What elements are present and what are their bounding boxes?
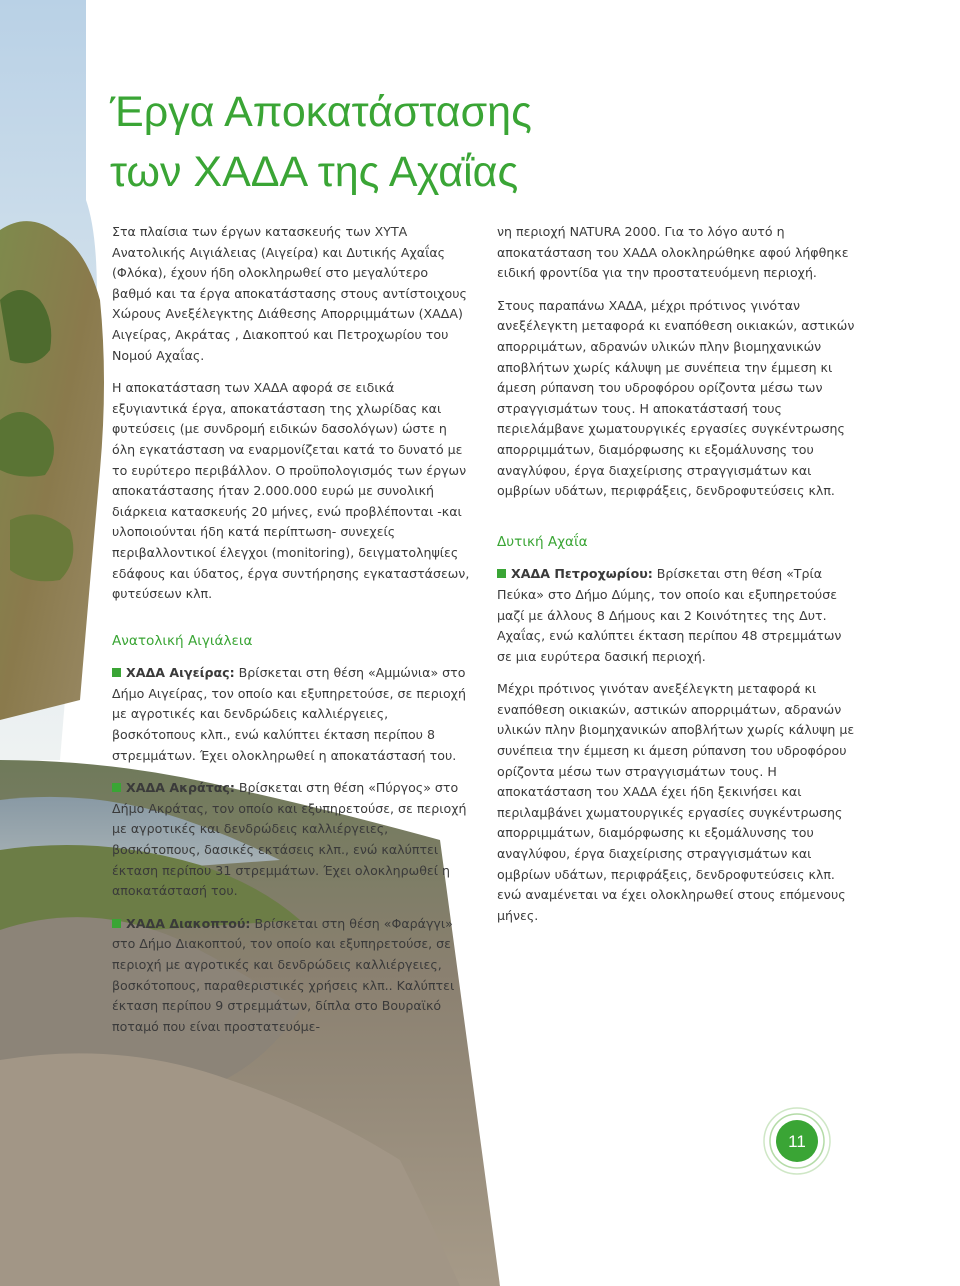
west-item-text: Βρίσκεται στη θέση «Τρία Πεύκα» στο Δήμο Δύμης, τον οποίο και εξυπηρετούσε μαζί με άλλους 8 Δήμους και 2 Κοινότητες της Δυτ. Αχαΐας, ενώ καλύπτει έκταση περίπου 48 στρεμμάτων σε μια ευρύτερα δασική περιοχή. bbox=[497, 566, 842, 664]
page-title bbox=[110, 82, 532, 202]
west-item-petrochori bbox=[497, 564, 859, 667]
east-item-aigeira bbox=[112, 663, 470, 766]
square-bullet-icon bbox=[112, 919, 121, 928]
east-item-text: Βρίσκεται στη θέση «Αμμώνια» στο Δήμο Αιγείρας, τον οποίο και εξυπηρετούσε, σε περιοχή με αγροτικές και δενδρώδεις καλλιέργειες, βοσκότοπους κλπ., ενώ καλύπτει έκταση περίπου 8 στρεμμάτων. Έχει ολοκληρωθεί η αποκατάστασή του. bbox=[112, 665, 466, 763]
east-section-heading: Ανατολική Αιγιάλεια bbox=[112, 632, 253, 649]
page-number-circle-icon bbox=[762, 1106, 832, 1176]
west-section-heading: Δυτική Αχαΐα bbox=[497, 533, 588, 550]
square-bullet-icon bbox=[112, 668, 121, 677]
page-number: 11 bbox=[788, 1132, 806, 1151]
square-bullet-icon bbox=[112, 783, 121, 792]
page-number-badge bbox=[762, 1106, 832, 1176]
natura-paragraph: νη περιοχή NATURA 2000. Για το λόγο αυτό η αποκατάσταση του ΧΑΔΑ ολοκληρώθηκε αφού λήφθηκε ειδική φροντίδα για την προστατευόμενη περιοχή. bbox=[497, 224, 849, 281]
west-item-name: ΧΑΔΑ Πετροχωρίου: bbox=[511, 566, 653, 582]
title-line-1: Έργα Αποκατάστασης bbox=[110, 88, 532, 136]
title-line-2: των ΧΑΔΑ της Αχαΐας bbox=[110, 148, 519, 196]
restoration-paragraph: Στους παραπάνω ΧΑΔΑ, μέχρι πρότινος γινόταν ανεξέλεγκτη μεταφορά κι εναπόθεση οικιακών, αστικών απορριμάτων, αδρανών υλικών πλην βιομηχανικών αποβλήτων χωρίς κάλυψη με συνέπεια την έμμεση κι άμεση ρύπανση του υδροφόρου ορίζοντα μέσω των στραγγισμάτων τους. Η αποκατάστασή τους περιελάμβανε χωματουργικές εργασίες συγκέντρωσης απορριμμάτων, διαμόρφωσης κι εξομάλυνσης του αναγλύφου, έργα διαχείρισης στραγγισμάτων και ομβρίων υδάτων, περιφράξεις, δενδροφυτεύσεις κλπ. bbox=[497, 297, 855, 499]
intro-paragraph-2: Η αποκατάσταση των ΧΑΔΑ αφορά σε ειδικά εξυγιαντικά έργα, αποκατάσταση της χλωρίδας και φυτεύσεις (με συνδρομή ειδικών δασολόγων) ώστε η όλη εγκατάσταση να εναρμονίζεται κατά το δυνατό με το ευρύτερο περιβάλλον. Ο προϋπολογισμός των έργων αποκατάστασης ήταν 2.000.000 ευρώ με συνολική διάρκεια κατασκευής 20 μήνες, ενώ προβλέπονται -και υλοποιούνται ήδη κατά περίπτωση- συνεχείς περιβαλλοντικοί έλεγχοι (monitoring), δειγματοληψίες εδάφους και ύδατος, έργα συντήρησης εγκαταστάσεων, φυτεύσεων κλπ. bbox=[112, 380, 470, 602]
east-item-name: ΧΑΔΑ Ακράτας: bbox=[126, 780, 235, 796]
east-item-name: ΧΑΔΑ Διακοπτού: bbox=[126, 915, 251, 931]
east-item-text: Βρίσκεται στη θέση «Φαράγγι» στο Δήμο Διακοπτού, τον οποίο και εξυπηρετούσε, σε περιοχή με αγροτικές και δενδρώδεις καλλιέργειες, βοσκότοπους, παραθεριστικές χρήσεις κλπ.. Καλύπτει έκταση περίπου 9 στρεμμάτων, δίπλα στο Βουραϊκό ποταμό που είναι προστατευόμε- bbox=[112, 915, 455, 1034]
east-item-text: Βρίσκεται στη θέση «Πύργος» στο Δήμο Ακράτας, τον οποίο και εξυπηρετούσε, σε περιοχή με αγροτικές και δενδρώδεις καλλιέργειες, βοσκότοπους, δασικές εκτάσεις κλπ., ενώ καλύπτει έκταση περίπου 31 στρεμμάτων. Έχει ολοκληρωθεί η αποκατάστασή του. bbox=[112, 780, 467, 899]
west-paragraph: Μέχρι πρότινος γινόταν ανεξέλεγκτη μεταφορά κι εναπόθεση οικιακών, αστικών απορριμάτων, αδρανών υλικών πλην βιομηχανικών αποβλήτων χωρίς κάλυψη με συνέπεια την έμμεση κι άμεση ρύπανση του υδροφόρου ορίζοντα μέσω των στραγγισμάτων τους. Η αποκατάσταση του ΧΑΔΑ έχει ήδη ξεκινήσει και περιλαμβάνει χωματουργικές εργασίες συγκέντρωσης απορριμμάτων, διαμόρφωσης κι εξομάλυνσης του αναγλύφου, έργα διαχείρισης στραγγισμάτων και ομβρίων υδάτων, περιφράξεις, δενδροφυτεύσεις κλπ. ενώ αναμένεται να έχει ολοκληρωθεί στους επόμενους μήνες. bbox=[497, 681, 855, 923]
intro-paragraph-1: Στα πλαίσια των έργων κατασκευής των ΧΥΤΑ Ανατολικής Αιγιάλειας (Αιγείρα) και Δυτικής Αχαΐας (Φλόκα), έχουν ήδη ολοκληρωθεί στο μεγαλύτερο βαθμό και τα έργα αποκατάστασης στους αντίστοιχους Χώρους Ανεξέλεγκτης Διάθεσης Απορριμμάτων (ΧΑΔΑ) Αιγείρας, Ακράτας , Διακοπτού και Πετροχωρίου του Νομού Αχαΐας. bbox=[112, 224, 467, 363]
square-bullet-icon bbox=[497, 569, 506, 578]
east-item-akrata bbox=[112, 778, 470, 902]
east-item-diakopto bbox=[112, 914, 470, 1038]
column-left bbox=[112, 222, 470, 1037]
column-right bbox=[497, 222, 859, 926]
east-item-name: ΧΑΔΑ Αιγείρας: bbox=[126, 665, 235, 681]
